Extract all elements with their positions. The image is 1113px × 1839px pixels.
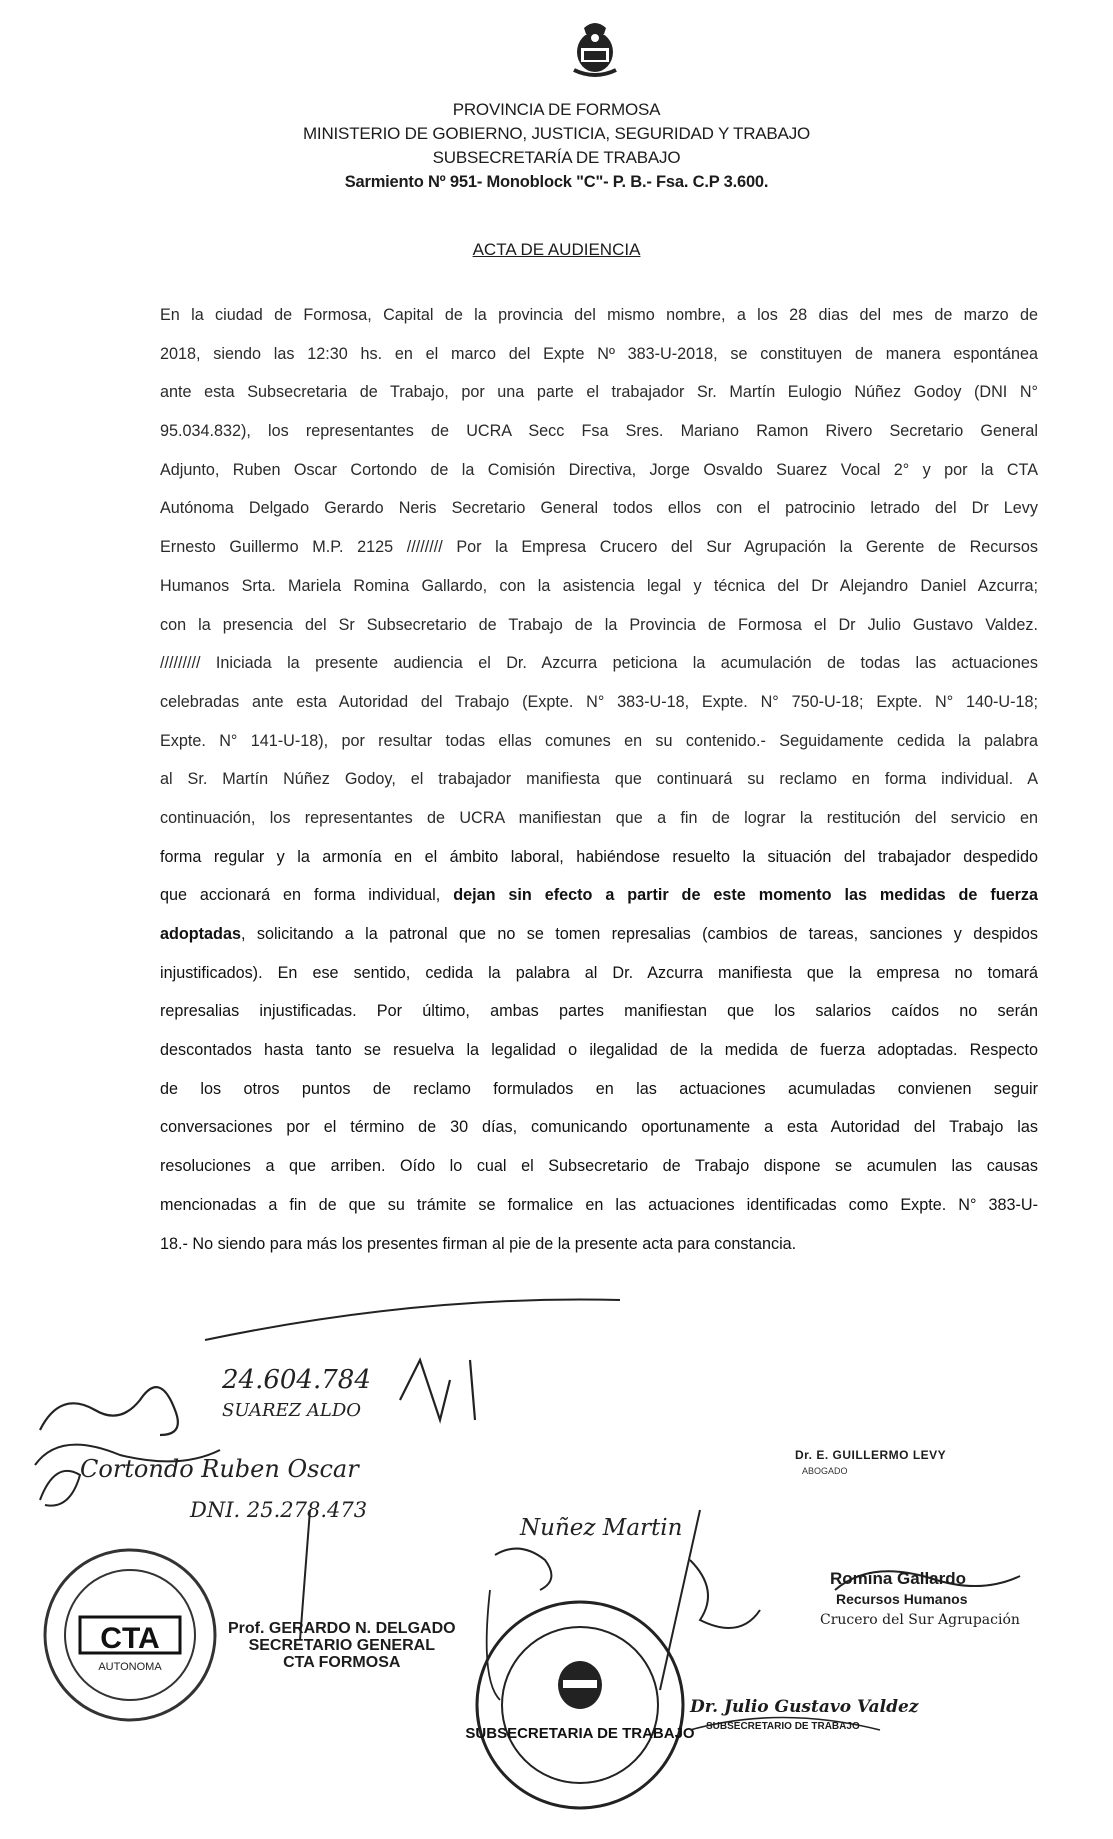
gallardo-company: Crucero del Sur Agrupación [820, 1612, 1020, 1628]
delgado-role: SECRETARIO GENERAL [248, 1637, 435, 1654]
gallardo-stamp [820, 1568, 1020, 1631]
levy-stamp: Dr. E. GUILLERMO LEVY [795, 1448, 947, 1462]
signature-stroke [205, 1300, 620, 1341]
body-line: descontados hasta tanto se resuelva la legalidad o ilegalidad de la medida de fuerza adoptadas. Respecto [160, 1041, 1038, 1060]
gallardo-name: Romina Gallardo [830, 1569, 967, 1588]
body-bold-run: dejan sin efecto a partir de este momento las medidas de fuerza [453, 886, 1038, 905]
provincial-crest-icon [564, 18, 626, 80]
body-line: 2018, siendo las 12:30 hs. en el marco del Expte Nº 383-U-2018, se constituyen de manera espontánea [160, 344, 1038, 363]
body-bold-run: adoptadas [160, 925, 241, 943]
body-text-run: , solicitando a la patronal que no se tomen represalias (cambios de tareas, sanciones y despidos [240, 925, 1038, 943]
body-line: ///////// Iniciada la presente audiencia el Dr. Azcurra peticiona la acumulación de todas las actuaciones [160, 654, 1038, 673]
body-line: celebradas ante esta Autoridad del Trabajo (Expte. N° 383-U-18, Expte. N° 750-U-18; Expte. N° 140-U-18; [160, 692, 1038, 711]
body-line: mencionadas a fin de que su trámite se formalice en las actuaciones identificadas como Expte. N° 383-U- [160, 1195, 1038, 1214]
ministry-name: MINISTERIO DE GOBIERNO, JUSTICIA, SEGURIDAD Y TRABAJO [302, 124, 811, 143]
body-line: continuación, los representantes de UCRA manifiestan que a fin de lograr la restitución del servicio en [160, 808, 1038, 827]
body-line: con la presencia del Sr Subsecretario de Trabajo de la Provincia de Formosa el Dr Julio Gustavo Valdez. [160, 615, 1038, 634]
body-line: 95.034.832), los representantes de UCRA Secc Fsa Sres. Mariano Ramon Rivero Secretario General [160, 422, 1038, 441]
subsecretariat-name: SUBSECRETARÍA DE TRABAJO [432, 148, 681, 167]
nunez-handwritten: Nuñez Martin [520, 1515, 683, 1541]
body-text-run: que accionará en forma individual, [160, 886, 454, 905]
levy-signature [690, 1560, 760, 1628]
nunez-signature [495, 1549, 551, 1590]
body-line: Autónoma Delgado Gerardo Neris Secretario General todos ellos con el patrocinio letrado del Dr Levy [160, 499, 1038, 518]
body-line: ante esta Subsecretaria de Trabajo, por una parte el trabajador Sr. Martín Eulogio Núñez Godoy (DNI N° [160, 383, 1038, 402]
delgado-stamp [228, 1620, 456, 1671]
body-line [160, 876, 1038, 915]
signatures-area [0, 1260, 1113, 1839]
cta-stamp-icon [45, 1550, 215, 1720]
cortondo-handwritten: Cortondo Ruben Oscar [80, 1455, 359, 1483]
valdez-role: SUBSECRETARIO DE TRABAJO [706, 1721, 860, 1732]
delgado-org: CTA FORMOSA [283, 1654, 401, 1671]
gallardo-role: Recursos Humanos [836, 1591, 968, 1607]
document-title: ACTA DE AUDIENCIA [472, 240, 641, 259]
suarez-name: SUAREZ ALDO [222, 1400, 362, 1421]
province-name: PROVINCIA DE FORMOSA [452, 100, 661, 119]
subsecretaria-seal-icon [465, 1602, 695, 1808]
body-line: En la ciudad de Formosa, Capital de la provincia del mismo nombre, a los 28 dias del mes de marzo de [160, 306, 1038, 324]
body-line: Adjunto, Ruben Oscar Cortondo de la Comisión Directiva, Jorge Osvaldo Suarez Vocal 2° y por la CTA [160, 460, 1038, 479]
valdez-name: Dr. Julio Gustavo Valdez [690, 1697, 919, 1717]
body-line [160, 915, 1038, 954]
body-line: conversaciones por el término de 30 días, comunicando oportunamente a esta Autoridad del Trabajo las [160, 1118, 1038, 1137]
cta-stamp-label: CTA [100, 1622, 160, 1655]
cortondo-dni: DNI. 25.278.473 [190, 1498, 368, 1522]
cta-stamp-sub: AUTONOMA [98, 1661, 162, 1673]
levy-stamp-sub: ABOGADO [802, 1466, 848, 1476]
body-line: Ernesto Guillermo M.P. 2125 //////// Por la Empresa Crucero del Sur Agrupación la Gerente de Recursos [160, 538, 1038, 557]
body-line: Humanos Srta. Mariela Romina Gallardo, con la asistencia legal y técnica del Dr Alejandro Daniel Azcurra; [160, 576, 1038, 595]
document-body [160, 296, 1038, 1263]
body-line: resoluciones a que arriben. Oído lo cual el Subsecretario de Trabajo dispone se acumulen las causas [160, 1157, 1038, 1176]
delgado-name: Prof. GERARDO N. DELGADO [228, 1620, 456, 1637]
azcurra-signature [40, 1387, 178, 1435]
body-line: injustificados). En ese sentido, cedida la palabra al Dr. Azcurra manifiesta que la empresa no tomará [160, 963, 1038, 982]
body-line: forma regular y la armonía en el ámbito laboral, habiéndose resuelto la situación del trabajador despedido [160, 847, 1038, 866]
body-line: represalias injustificadas. Por último, ambas partes manifiestan que los salarios caídos no serán [160, 1002, 1038, 1021]
rivero-signature [400, 1360, 475, 1420]
body-line: de los otros puntos de reclamo formulados en las actuaciones acumuladas convienen seguir [160, 1079, 1038, 1098]
suarez-dni: 24.604.784 [222, 1365, 371, 1395]
body-line: 18.- No siendo para más los presentes firman al pie de la presente acta para constancia. [160, 1234, 797, 1253]
letterhead [0, 98, 1113, 194]
body-line: Expte. N° 141-U-18), por resultar todas ellas comunes en su contenido.- Seguidamente cedida la palabra [160, 731, 1038, 750]
address: Sarmiento Nº 951- Monoblock "C"- P. B.- Fsa. C.P 3.600. [344, 173, 769, 191]
signatures-drawing [0, 1260, 1113, 1839]
body-line: al Sr. Martín Núñez Godoy, el trabajador manifiesta que continuará su reclamo en forma individual. A [160, 770, 1038, 789]
seal-center-label: SUBSECRETARIA DE TRABAJO [465, 1725, 695, 1742]
